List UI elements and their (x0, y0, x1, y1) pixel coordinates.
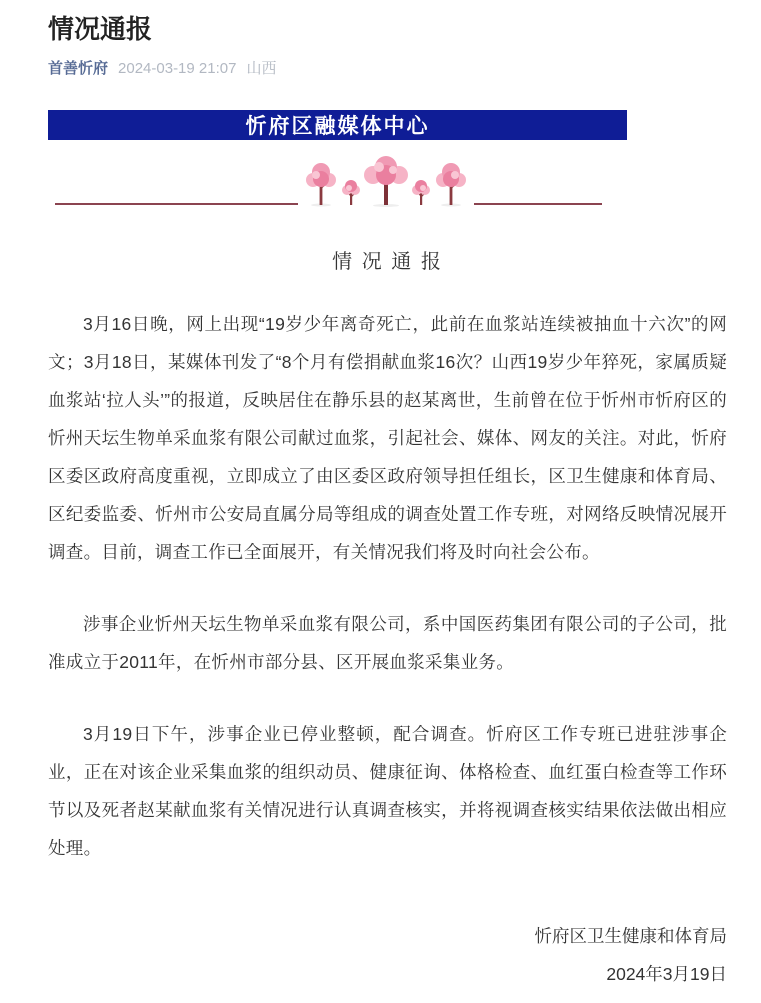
banner-title: 忻府区融媒体中心 (245, 114, 430, 138)
byline (48, 60, 727, 77)
paragraph-1: 3月16日晚，网上出现“19岁少年离奇死亡，此前在血浆站连续被抽血十六次”的网文；3月18日，某媒体刊发了“8个月有偿捐献血浆16次？山西19岁少年猝死，家属质疑血浆站‘拉人头’”的报道，反映居住在静乐县的赵某离世，生前曾在位于忻州市忻府区的忻州天坛生物单采血浆有限公司献过血浆，引起社会、媒体、网友的关注。对此，忻府区委区政府高度重视，立即成立了由区委区政府领导担任组长，区卫生健康和体育局、区纪委监委、忻州市公安局直属分局等组成的调查处置工作专班，对网络反映情况展开调查。目前，调查工作已全面展开，有关情况我们将及时向社会公布。 (48, 314, 727, 562)
sakura-divider (48, 155, 727, 207)
account-name-link[interactable]: 首善忻府 (48, 60, 109, 77)
tree-small-right (412, 180, 430, 205)
publish-datetime: 2024-03-19 21:07 (118, 60, 237, 77)
tree-small-left (342, 180, 360, 205)
publish-location: 山西 (246, 60, 277, 77)
signature-block (48, 917, 727, 993)
media-center-banner (48, 110, 627, 140)
tree-medium-left (306, 163, 336, 205)
page-title: 情况通报 (48, 14, 153, 44)
document-heading: 情 况 通 报 (332, 251, 443, 273)
pink-trees-icon (303, 155, 469, 207)
paragraph-3: 3月19日下午，涉事企业已停业整顿，配合调查。忻府区工作专班已进驻涉事企业，正在对该企业采集血浆的组织动员、健康征询、体格检查、血红蛋白检查等工作环节以及死者赵某献血浆有关情况进行认真调查核实，并将视调查核实结果依法做出相应处理。 (48, 724, 727, 858)
divider-line-left (55, 203, 298, 205)
divider-line-right (474, 203, 602, 205)
paragraph-2: 涉事企业忻州天坛生物单采血浆有限公司，系中国医药集团有限公司的子公司，批准成立于2011年，在忻州市部分县、区开展血浆采集业务。 (48, 614, 727, 672)
signature-date: 2024年3月19日 (606, 964, 727, 984)
tree-medium-right (436, 163, 466, 205)
tree-large-center (364, 156, 408, 205)
signature-org: 忻府区卫生健康和体育局 (534, 926, 727, 946)
